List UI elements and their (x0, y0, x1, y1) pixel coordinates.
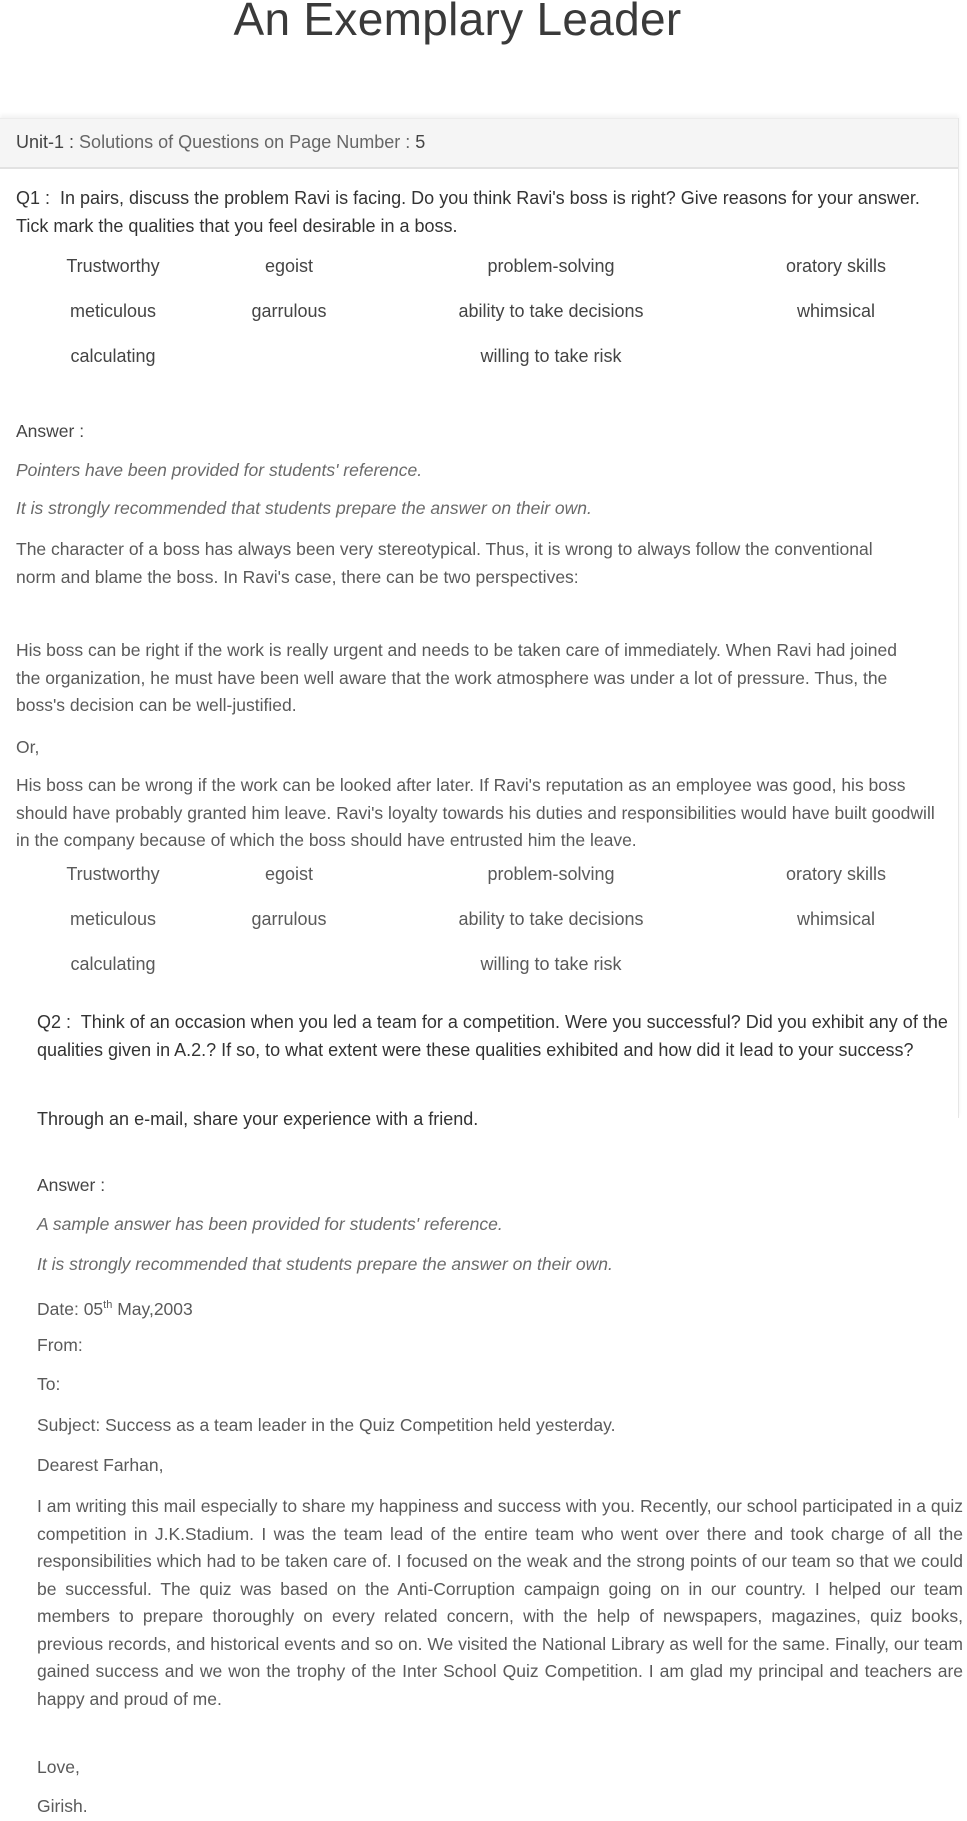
letter-to: To: (37, 1374, 61, 1394)
quality-item: problem-solving (487, 256, 615, 276)
quality-item: willing to take risk (480, 346, 622, 366)
answer-or: Or, (16, 737, 40, 757)
question-1-text: In pairs, discuss the problem Ravi is facing. Do you think Ravi's boss is right? Give reasons for your answer. Tick mark the qualities that you feel desirable in a boss. (16, 188, 920, 236)
date-superscript: th (103, 1299, 113, 1311)
letter-date (37, 1292, 193, 1323)
question-2-label: Q2 : (37, 1012, 72, 1032)
letter-subject: Subject: Success as a team leader in the Quiz Competition held yesterday. (37, 1415, 616, 1435)
letter-greeting: Dearest Farhan, (37, 1455, 164, 1475)
question-2-text: Think of an occasion when you led a team for a competition. Were you successful? Did you exhibit any of the qualities given in A.2.? If so, to what extent were these qualities exhibited and how did it lead to your success? (37, 1012, 948, 1060)
quality-item: ability to take decisions (458, 301, 644, 321)
section-header-text (16, 132, 425, 153)
answer-note: A sample answer has been provided for students' reference. (37, 1214, 503, 1234)
answer-note: It is strongly recommended that students prepare the answer on their own. (37, 1254, 613, 1274)
question-1 (16, 184, 946, 240)
quality-item: whimsical (796, 909, 876, 929)
answer-note: Pointers have been provided for students' reference. (16, 460, 423, 480)
quality-item: garrulous (251, 909, 327, 929)
page-number: 5 (415, 132, 426, 152)
qualities-grid-1 (0, 256, 967, 376)
letter-from: From: (37, 1335, 83, 1355)
question-2 (37, 1008, 967, 1064)
quality-item: garrulous (251, 301, 327, 321)
date-text: May,2003 (112, 1298, 193, 1319)
quality-item: meticulous (69, 301, 157, 321)
quality-item: problem-solving (487, 864, 615, 884)
quality-item: ability to take decisions (458, 909, 644, 929)
quality-item: egoist (264, 864, 314, 884)
header-description: Solutions of Questions on Page Number : (79, 132, 411, 152)
question-1-label: Q1 : (16, 188, 51, 208)
quality-item: Trustworthy (66, 864, 160, 884)
quality-item: whimsical (796, 301, 876, 321)
quality-item: Trustworthy (66, 256, 160, 276)
answer-paragraph: The character of a boss has always been very stereotypical. Thus, it is wrong to always follow the conventional norm and blame the boss. In Ravi's case, there can be two perspectives: (16, 539, 873, 587)
quality-item: egoist (264, 256, 314, 276)
answer-label: Answer : (16, 421, 85, 441)
date-text: Date: 05 (37, 1298, 104, 1319)
answer-note: It is strongly recommended that students prepare the answer on their own. (16, 498, 592, 518)
quality-item: meticulous (69, 909, 157, 929)
letter-body: I am writing this mail especially to share my happiness and success with you. Recently, our school participated in a quiz competition in J.K.Stadium. I was the team lead of the entire team who went over there and took charge of all the responsibilities which had to be taken care of. I focused on the weak and the strong points of our team so that we could be successful. The quiz was based on the Anti-Corruption campaign going on in our country. I helped our team members to prepare thoroughly on every related concern, with the help of newspapers, magazines, quiz books, previous records, and historical events and so on. We visited the National Library as well for the same. Finally, our team gained success and we won the trophy of the Inter School Quiz Competition. I am glad my principal and teachers are happy and proud of me. (37, 1496, 963, 1709)
qualities-grid-2 (0, 864, 967, 984)
question-2-instruction: Through an e-mail, share your experience with a friend. (37, 1109, 479, 1129)
quality-item: willing to take risk (480, 954, 622, 974)
quality-item: oratory skills (785, 864, 887, 884)
letter-closing: Love, (37, 1757, 80, 1777)
quality-item: calculating (70, 346, 156, 366)
letter-signature: Girish. (37, 1796, 88, 1816)
unit-label: Unit-1 : (16, 132, 75, 152)
quality-item: calculating (70, 954, 156, 974)
answer-label: Answer : (37, 1175, 106, 1195)
answer-paragraph: His boss can be wrong if the work can be looked after later. If Ravi's reputation as an employee was good, his boss should have probably granted him leave. Ravi's loyalty towards his duties and responsibilities would have built goodwill in the company because of which the boss should have entrusted him the leave. (16, 775, 935, 850)
answer-paragraph: His boss can be right if the work is really urgent and needs to be taken care of immediately. When Ravi had joined the organization, he must have been well aware that the work atmosphere was under a lot of pressure. Thus, the boss's decision can be well-justified. (16, 640, 897, 715)
page-title: An Exemplary Leader (233, 0, 682, 45)
quality-item: oratory skills (785, 256, 887, 276)
